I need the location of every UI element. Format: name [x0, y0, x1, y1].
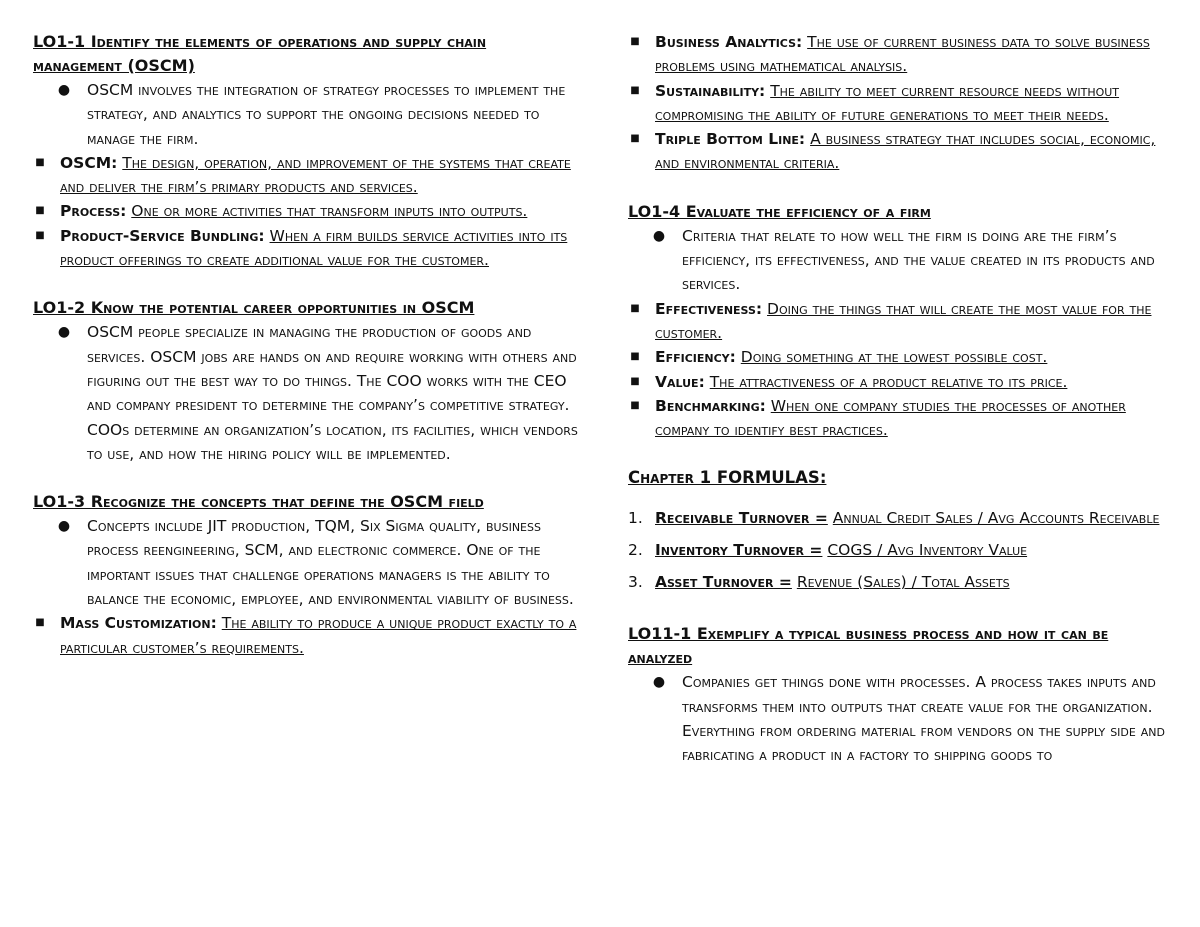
term-name: Triple Bottom Line:: [655, 130, 806, 149]
term-name: Mass Customization:: [60, 614, 217, 633]
term-definition: Doing something at the lowest possible cost.: [740, 348, 1048, 367]
right-column: [628, 30, 1173, 768]
term-item: [628, 297, 1173, 346]
term-definition: The ability to meet current resource needs without compromising the ability of future generations to meet their needs.: [655, 81, 1120, 124]
square-bullet-icon: ■: [35, 229, 45, 241]
spacer: [628, 176, 1173, 200]
term-item: [628, 345, 1173, 369]
bullet-text: OSCM people specialize in managing the production of goods and services. OSCM jobs are hands on and require working with others and figuring out the best way to do things. The COO works with the CEO and company president to determine the company’s competitive strategy. COOs determine an organization’s location, its facilities, which vendors to use, and how the hiring policy will be implemented.: [87, 323, 578, 463]
formula-number: 1.: [628, 509, 643, 528]
section-heading-lo11-1: LO11-1 Exemplify a typical business process and how it can be analyzed: [628, 624, 1109, 668]
formula-item: [628, 566, 1173, 598]
bullet-text: Criteria that relate to how well the firm is doing are the firm’s efficiency, its effectiveness, and the value created in its products and services.: [682, 226, 1155, 294]
term-item: [33, 199, 578, 223]
formula-expression: Annual Credit Sales / Avg Accounts Receivable: [832, 509, 1160, 528]
term-item: [33, 224, 578, 273]
term-definition: The use of current business data to solve business problems using mathematical analysis.: [655, 33, 1150, 76]
square-bullet-icon: ■: [630, 302, 640, 314]
term-item: [628, 79, 1173, 128]
square-bullet-icon: ■: [630, 36, 640, 47]
term-item: [33, 611, 578, 660]
bullet-text: Concepts include JIT production, TQM, Six Sigma quality, business process reengineering, SCM, and electronic commerce. One of the important issues that challenge operations managers is the ability to balance the economic, employee, and environmental viability of business.: [87, 517, 574, 609]
square-bullet-icon: ■: [630, 84, 640, 96]
left-column: [33, 30, 578, 660]
square-bullet-icon: ■: [35, 156, 45, 168]
term-item: [628, 370, 1173, 394]
section-heading-lo1-1: LO1-1 Identify the elements of operations and supply chain management (OSCM): [33, 32, 487, 75]
term-name: Process:: [60, 202, 127, 221]
term-definition: When a firm builds service activities into its product offerings to create additional value for the customer.: [60, 226, 568, 270]
spacer: [33, 272, 578, 296]
square-bullet-icon: ■: [630, 351, 640, 363]
term-name: Value:: [655, 372, 705, 391]
square-bullet-icon: ■: [630, 133, 640, 145]
term-name: Benchmarking:: [655, 396, 766, 415]
spacer: [628, 490, 1173, 502]
bullet-text: Companies get things done with processes. A process takes inputs and transforms them into outputs that create value for the organization. Everything from ordering material from vendors on the supply side and fabricating a product in a factory to shipping goods to: [682, 673, 1165, 765]
square-bullet-icon: ■: [35, 205, 45, 217]
term-definition: When one company studies the processes of another company to identify best practices.: [655, 396, 1126, 440]
spacer: [33, 466, 578, 490]
term-item: [33, 151, 578, 200]
formulas-title: Chapter 1 FORMULAS:: [628, 468, 827, 488]
formula-expression: Revenue (Sales) / Total Assets: [796, 573, 1010, 592]
term-item: [628, 127, 1173, 176]
term-name: Sustainability:: [655, 81, 766, 100]
spacer: [628, 598, 1173, 622]
bullet-item: [33, 78, 578, 151]
bullet-item: [33, 514, 578, 611]
bullet-dot-icon: ●: [57, 518, 71, 535]
section-heading-lo1-4: LO1-4 Evaluate the efficiency of a firm: [628, 201, 931, 221]
formula-expression: COGS / Avg Inventory Value: [827, 541, 1028, 560]
term-definition: The design, operation, and improvement of the systems that create and deliver the firm’s primary products and services.: [60, 153, 571, 197]
bullet-item: [33, 320, 578, 466]
bullet-dot-icon: ●: [652, 227, 666, 244]
spacer: [628, 442, 1173, 466]
term-definition: The ability to produce a unique product exactly to a particular customer’s requirements.: [60, 614, 577, 657]
bullet-item: [628, 224, 1173, 297]
section-heading-lo1-2: LO1-2 Know the potential career opportunities in OSCM: [33, 298, 475, 318]
term-definition: One or more activities that transform inputs into outputs.: [131, 202, 528, 221]
formula-term: Receivable Turnover =: [655, 509, 828, 528]
formula-number: 2.: [628, 541, 643, 560]
term-definition: Doing the things that will create the most value for the customer.: [655, 299, 1152, 342]
bullet-item: [628, 670, 1173, 767]
term-definition: The attractiveness of a product relative to its price.: [709, 372, 1068, 391]
bullet-dot-icon: ●: [57, 82, 71, 98]
square-bullet-icon: ■: [35, 617, 45, 629]
term-name: OSCM:: [60, 153, 118, 172]
term-definition: A business strategy that includes social, economic, and environmental criteria.: [655, 130, 1156, 173]
term-item: [628, 30, 1173, 79]
formula-term: Inventory Turnover =: [655, 541, 823, 560]
formula-item: [628, 534, 1173, 566]
formula-term: Asset Turnover =: [655, 573, 792, 592]
section-heading-lo1-3: LO1-3 Recognize the concepts that define the OSCM field: [33, 492, 484, 512]
term-name: Effectiveness:: [655, 299, 763, 318]
bullet-dot-icon: ●: [57, 324, 71, 341]
formula-item: [628, 502, 1173, 534]
term-item: [628, 394, 1173, 443]
term-name: Business Analytics:: [655, 33, 803, 51]
square-bullet-icon: ■: [630, 399, 640, 411]
bullet-text: OSCM involves the integration of strategy processes to implement the strategy, and analytics to support the ongoing decisions needed to manage the firm.: [87, 81, 566, 148]
formula-number: 3.: [628, 573, 643, 592]
term-name: Efficiency:: [655, 348, 736, 367]
bullet-dot-icon: ●: [652, 674, 666, 691]
square-bullet-icon: ■: [630, 375, 640, 387]
term-name: Product-Service Bundling:: [60, 226, 265, 245]
